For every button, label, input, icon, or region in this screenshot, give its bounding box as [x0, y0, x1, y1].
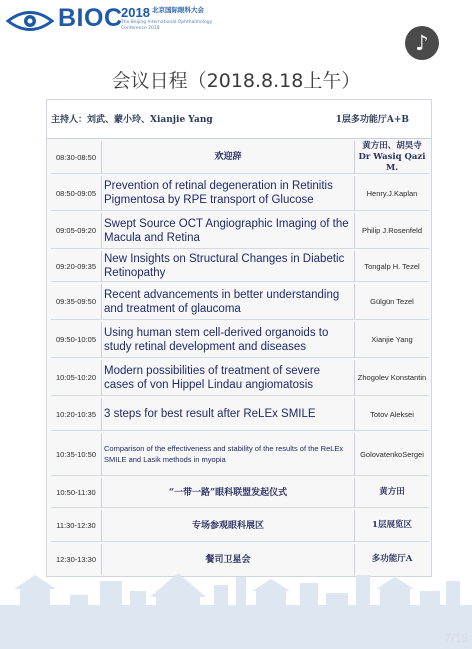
time-cell: 08:30-08:50 — [55, 152, 97, 162]
venue-label: 1层多功能厅A+B — [335, 115, 409, 125]
schedule-row — [51, 433, 429, 476]
time-cell: 10:20-10:35 — [55, 409, 97, 419]
topic-cell: 3 steps for best result after ReLEx SMILE — [101, 398, 355, 430]
speaker-cell: Henry.J.Kaplan — [366, 188, 418, 198]
time-cell: 09:50-10:05 — [55, 335, 97, 344]
schedule-row — [51, 141, 429, 174]
logo-english-name: The Beijing International Ophthalmology Conference 2018 — [121, 20, 213, 31]
schedule-row — [51, 251, 429, 282]
logo-chinese-name: 北京国际眼科大会 — [152, 6, 204, 14]
eye-logo-icon — [6, 8, 54, 34]
host-row — [47, 100, 431, 139]
topic-cell: Prevention of retinal degeneration in Retinitis Pigmentosa by RPE transport of Glucose — [101, 176, 355, 210]
city-skyline-illustration — [0, 565, 472, 649]
time-cell: 12:30-13:30 — [55, 555, 97, 564]
topic-cell: Using human stem cell-derived organoids to study retinal development and diseases — [101, 322, 355, 357]
schedule-row — [51, 284, 429, 320]
speaker-cell: Tongalp H. Tezel — [364, 261, 420, 271]
speaker-cell: 多功能厅A — [371, 554, 413, 564]
schedule-row — [51, 176, 429, 211]
topic-cell: Modern possibilities of treatment of severe cases of von Hippel Lindau angiomatosis — [101, 360, 355, 395]
schedule-row — [51, 360, 429, 396]
host-label: 主持人：刘武、蒙小玲、Xianjie Yang — [51, 115, 213, 125]
topic-cell: New Insights on Structural Changes in Diabetic Retinopathy — [101, 251, 355, 281]
schedule-row — [51, 213, 429, 249]
topic-cell: 专场参观眼科展区 — [101, 510, 355, 541]
topic-cell: “一带一路”眼科联盟发起仪式 — [101, 478, 355, 507]
speaker-cell: 黄方田 — [379, 487, 405, 497]
schedule-row — [51, 510, 429, 542]
speaker-cell: 黄方田、胡昊寺 Dr Wasiq Qazi M. — [358, 140, 426, 173]
time-cell: 11:30-12:30 — [56, 521, 96, 530]
speaker-cell: Xianjie Yang — [371, 335, 413, 344]
topic-cell: Swept Source OCT Angiographic Imaging of the Macula and Retina — [101, 213, 355, 248]
time-cell: 08:50-09:05 — [55, 188, 97, 198]
schedule-table — [46, 99, 432, 577]
topic-cell: Comparison of the effectiveness and stability of the results of the ReLEx SMILE and Lasik methods in myopia — [101, 433, 355, 475]
speaker-cell: Zhogolev Konstantin — [357, 373, 427, 382]
speaker-cell: Gülgün Tezel — [370, 297, 414, 306]
page-title: 会议日程（2018.8.18上午） — [111, 70, 361, 92]
speaker-cell: 1层展览区 — [372, 520, 412, 530]
topic-cell: Recent advancements in better understanding and treatment of glaucoma — [101, 284, 355, 319]
speaker-cell: Philip J.Rosenfeld — [361, 226, 423, 235]
schedule-row — [51, 398, 429, 431]
schedule-row — [51, 322, 429, 358]
time-cell: 10:05-10:20 — [55, 373, 97, 382]
topic-cell: 欢迎辞 — [101, 141, 355, 173]
speaker-cell: GolovatenkoSergei — [360, 449, 424, 459]
speaker-cell: Totov Aleksei — [370, 409, 414, 419]
time-cell: 10:50-11:30 — [56, 488, 96, 497]
topic-cell: 餐司卫星会 — [101, 544, 355, 575]
time-cell: 09:05-09:20 — [55, 226, 97, 235]
logo-year: 2018 — [121, 5, 150, 20]
schedule-row — [51, 478, 429, 508]
logo-text: BIOC — [58, 4, 123, 32]
music-note-icon[interactable]: ♪ — [405, 26, 439, 60]
time-cell: 09:20-09:35 — [55, 261, 97, 271]
page-number: 7/18 — [444, 631, 468, 645]
time-cell: 10:35-10:50 — [55, 449, 97, 459]
time-cell: 09:35-09:50 — [55, 297, 97, 306]
